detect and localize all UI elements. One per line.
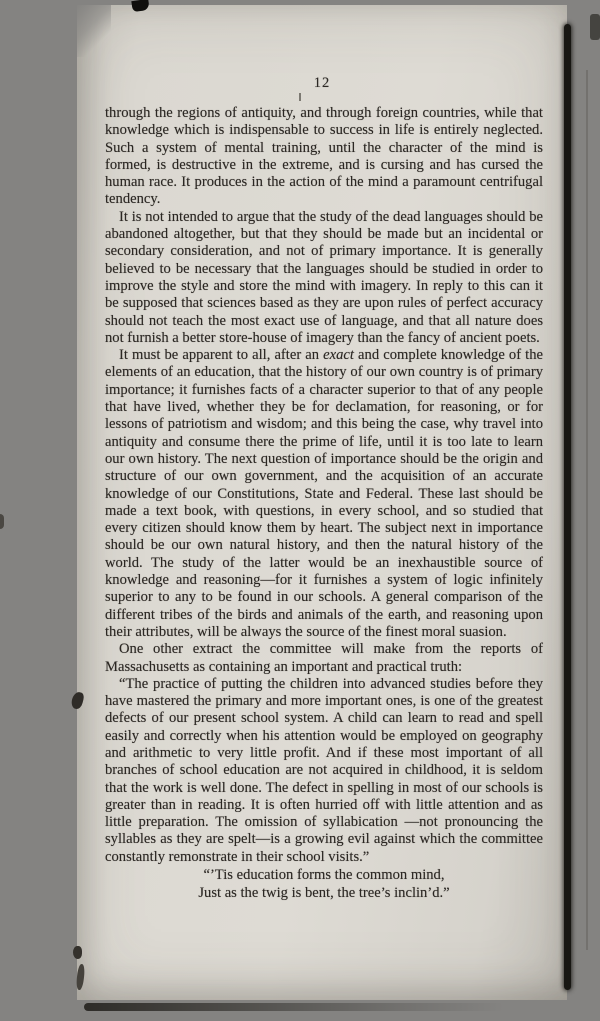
page — [77, 5, 567, 1000]
paragraph-3-text-before: It must be apparent to all, after an — [119, 347, 324, 364]
paragraph-3-text-after: and complete knowledge of the elements of an education, that the history of our own country is of primary importance; it furnishes facts of a character superior to that of any people that have lived, whether they be for declamation, for reasoning, or for lessons of patriotism and wisdom; and this being the case, why travel into antiquity and consume there the prime of life, until it is too late to learn our own history. The next question of importance should be the origin and structure of our own government, and the acquisition of an accurate knowledge of our Constitutions, State and Federal. These last should be made a text book, with questions, in every school, and so studied that every citizen should know them by heart. The subject next in importance should be our own natural history, and then the natural history of the world. The study of the latter would be an inexhaustible source of knowledge and reasoning—for it furnishes a system of logic infinitely superior to any to be found in our schools. A general comparison of the different tribes of the birds and animals of the earth, and reasoning upon their attributes, will be always the source of the finest moral suasion. — [105, 347, 543, 640]
paragraph-1: through the regions of antiquity, and through foreign countries, while that knowledge which is indispensable to success in life is entirely neglected. Such a system of mental training, until the character of the mind is formed, is destructive in the extreme, and is cursing and has cursed the human race. It produces in the action of the mind a paramount centrifugal tendency. — [105, 105, 543, 208]
page-number: 12 — [313, 75, 331, 91]
scan-speck-under-page-number — [299, 93, 301, 101]
binding-shadow-line — [564, 24, 571, 990]
paragraph-4: One other extract the committee will make from the reports of Massachusetts as containing an important and practical truth: — [105, 641, 543, 675]
page-edge-faint-line — [586, 70, 588, 950]
verse-quotation — [105, 867, 543, 902]
scan-mark-top-right — [590, 14, 600, 40]
scan-speck-far-left — [0, 514, 4, 529]
paragraph-2: It is not intended to argue that the study of the dead languages should be abandoned altogether, but that they should be made but an incidental or secondary consideration, and not of primary importance. It is generally believed to be necessary that the languages should be studied in order to improve the style and store the mind with imagery. In reply to this can it be supposed that sciences based as they are upon rules of perfect accuracy should not teach the most exact use of language, and that all nature does not furnish a better store-house of imagery than the fancy of ancient poets. — [105, 208, 543, 346]
quoted-extract: “The practice of putting the children into advanced studies before they have mastered the primary and more important ones, is one of the greatest defects of our present school system. A child can learn to read and spell easily and correctly when his attention would be employed on geography and arithmetic to very little profit. And if these most important of all branches of school education are not acquired in childhood, it is seldom that the work is well done. The defect in spelling in most of our schools is greater than in reading. It is often hurried off with little attention and as little preparation. The omission of syllabication —not pronouncing the syllables as they are spelt—is a growing evil against which the committee constantly remonstrate in their school visits.” — [105, 675, 543, 865]
verse-line-1: “’Tis education forms the common mind, — [203, 867, 445, 884]
bottom-edge-smudge — [84, 1003, 504, 1011]
page-corner-shadow — [77, 5, 111, 57]
ink-mark-bottom-left-1 — [73, 946, 82, 959]
verse-line-2: Just as the twig is bent, the tree’s inclin’d.” — [198, 884, 450, 901]
text-block — [105, 105, 543, 902]
emphasized-word: exact — [323, 347, 354, 364]
paragraph-3 — [105, 347, 543, 641]
